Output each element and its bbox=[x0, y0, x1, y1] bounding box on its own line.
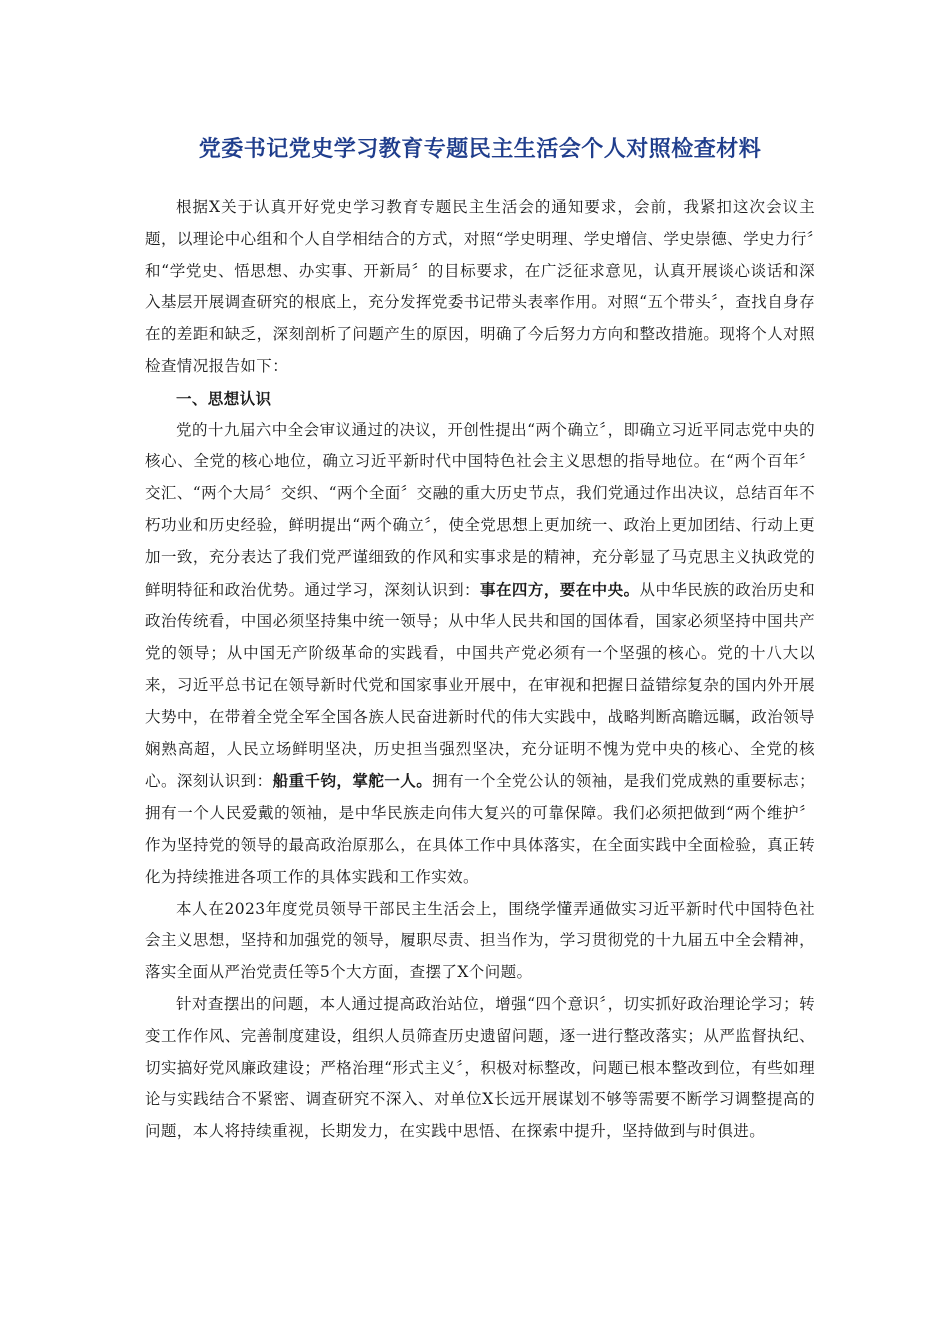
emphasis-center: 事在四方，要在中央。 bbox=[480, 579, 640, 599]
thought-text-1: 党的十九届六中全会审议通过的决议，开创性提出“两个确立〞，即确立习近平同志党中央的核心、全党的核心地位，确立习近平新时代中国特色社会主义思想的指导地位。在“两个百年〞交汇、“两个大局〞交织、“两个全面〞交融的重大历史节点，我们党通过作出决议，总结百年不朽功业和历史经验，鲜明提出“两个确立〞，使全党思想上更加统一、政治上更加团结、行动上更加一致，充分表达了我们党严谨细致的作风和实事求是的精神，充分彰显了马克思主义执政党的鲜明特征和政治优势。通过学习，深刻认识到： bbox=[145, 420, 815, 599]
document-title: 党委书记党史学习教育专题民主生活会个人对照检查材料 bbox=[198, 137, 762, 162]
thought-paragraph bbox=[145, 415, 815, 894]
rectification-paragraph: 针对查摆出的问题，本人通过提高政治站位，增强“四个意识〞，切实抓好政治理论学习；转变工作作风、完善制度建设，组织人员筛查历史遗留问题，逐一进行整改落实；从严监督执纪、切实搞好党风廉政建设；严格治理“形式主义〞，积极对标整改，问题已根本整改到位，有些如理论与实践结合不紧密、调查研究不深入、对单位X长远开展谋划不够等需要不断学习调整提高的问题，本人将持续重视，长期发力，在实践中思悟、在探索中提升，坚持做到与时俱进。 bbox=[145, 994, 815, 1141]
thought-text-3: 拥有一个全党公认的领袖，是我们党成熟的重要标志；拥有一个人民爱戴的领袖，是中华民族走向伟大复兴的可靠保障。我们必须把做到“两个维护〞作为坚持党的领导的最高政治原那么，在具体工作中具体落实，在全面实践中全面检验，真正转化为持续推进各项工作的具体实践和工作实效。 bbox=[145, 772, 815, 886]
issues-review-paragraph: 本人在2023年度党员领导干部民主生活会上，围绕学懂弄通做实习近平新时代中国特色社会主义思想，坚持和加强党的领导，履职尽责、担当作为，学习贯彻党的十九届五中全会精神，落实全面从严治党责任等5个大方面，查摆了X个问题。 bbox=[145, 899, 815, 982]
intro-paragraph: 根据X关于认真开好党史学习教育专题民主生活会的通知要求，会前，我紧扣这次会议主题，以理论中心组和个人自学相结合的方式，对照“学史明理、学史增信、学史崇德、学史力行〞和“学党史、悟思想、办实事、开新局〞的目标要求，在广泛征求意见，认真开展谈心谈话和深入基层开展调查研究的根底上，充分发挥党委书记带头表率作用。对照“五个带头〞，查找自身存在的差距和缺乏，深刻剖析了问题产生的原因，明确了今后努力方向和整改措施。现将个人对照检查情况报告如下： bbox=[145, 198, 815, 375]
thought-text-2: 从中华民族的政治历史和政治传统看，中国必须坚持集中统一领导；从中华人民共和国的国体看，国家必须坚持中国共产党的领导；从中国无产阶级革命的实践看，中国共产党必须有一个坚强的核心。党的十八大以来，习近平总书记在领导新时代党和国家事业开展中，在审视和把握日益错综复杂的国内外开展大势中，在带着全党全军全国各族人民奋进新时代的伟大实践中，战略判断高瞻远瞩，政治领导娴熟高超，人民立场鲜明坚决，历史担当强烈坚决，充分证明不愧为党中央的核心、全党的核心。深刻认识到： bbox=[145, 580, 815, 791]
document-page bbox=[145, 128, 815, 1148]
section-heading-thought: 一、思想认识 bbox=[176, 388, 272, 408]
emphasis-helm: 船重千钧，掌舵一人。 bbox=[272, 771, 433, 791]
